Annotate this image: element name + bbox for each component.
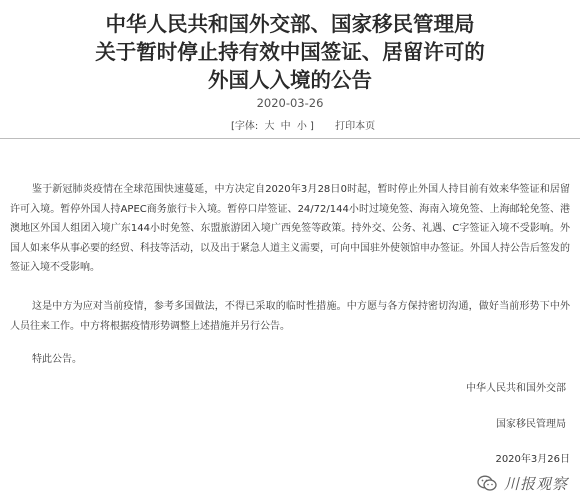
font-size-close: ] xyxy=(310,121,314,132)
paragraph-2: 这是中方为应对当前疫情，参考多国做法，不得已采取的临时性措施。中方愿与各方保持密切沟通，做好当前形势下中外人员往来工作。中方将根据疫情形势调整上述措施并另行公告。 xyxy=(10,301,570,332)
signature-nia: 国家移民管理局 xyxy=(496,419,566,430)
watermark-text: 川报观察 xyxy=(504,475,569,493)
font-small-link[interactable]: 小 xyxy=(296,121,307,132)
publish-date: 2020-03-26 xyxy=(256,96,324,110)
signature-date: 2020年3月26日 xyxy=(495,454,570,465)
title-line-1: 中华人民共和国外交部、国家移民管理局 xyxy=(105,12,475,36)
wechat-icon xyxy=(476,475,498,493)
signature-mfa: 中华人民共和国外交部 xyxy=(466,383,566,394)
font-size-label: [字体: xyxy=(231,121,259,132)
paragraph-1: 鉴于新冠肺炎疫情在全球范围快速蔓延，中方决定自2020年3月28日0时起，暂时停止外国人持目前有效来华签证和居留许可入境。暂停外国人持APEC商务旅行卡入境。暂停口岸签证、24/72/144小时过境免签、海南入境免签、上海邮轮免签、港澳地区外国人组团入境广东144小时免签、东盟旅游团入境广西免签等政策。持外交、公务、礼遇、C字签证入境不受影响。外国人如来华从事必要的经贸、科技等活动，以及出于紧急人道主义需要，可向中国驻外使领馆申办签证。外国人持公告后签发的签证入境不受影响。 xyxy=(10,184,570,273)
header-divider xyxy=(0,138,580,139)
font-medium-link[interactable]: 中 xyxy=(280,121,291,132)
font-large-link[interactable]: 大 xyxy=(264,121,275,132)
paragraph-3: 特此公告。 xyxy=(32,354,82,365)
title-line-2: 关于暂时停止持有效中国签证、居留许可的 xyxy=(95,40,485,64)
title-line-3: 外国人入境的公告 xyxy=(208,68,372,92)
print-page-link[interactable]: 打印本页 xyxy=(335,121,376,132)
page-tools xyxy=(231,117,375,132)
page-title xyxy=(0,10,580,94)
watermark xyxy=(476,470,580,497)
